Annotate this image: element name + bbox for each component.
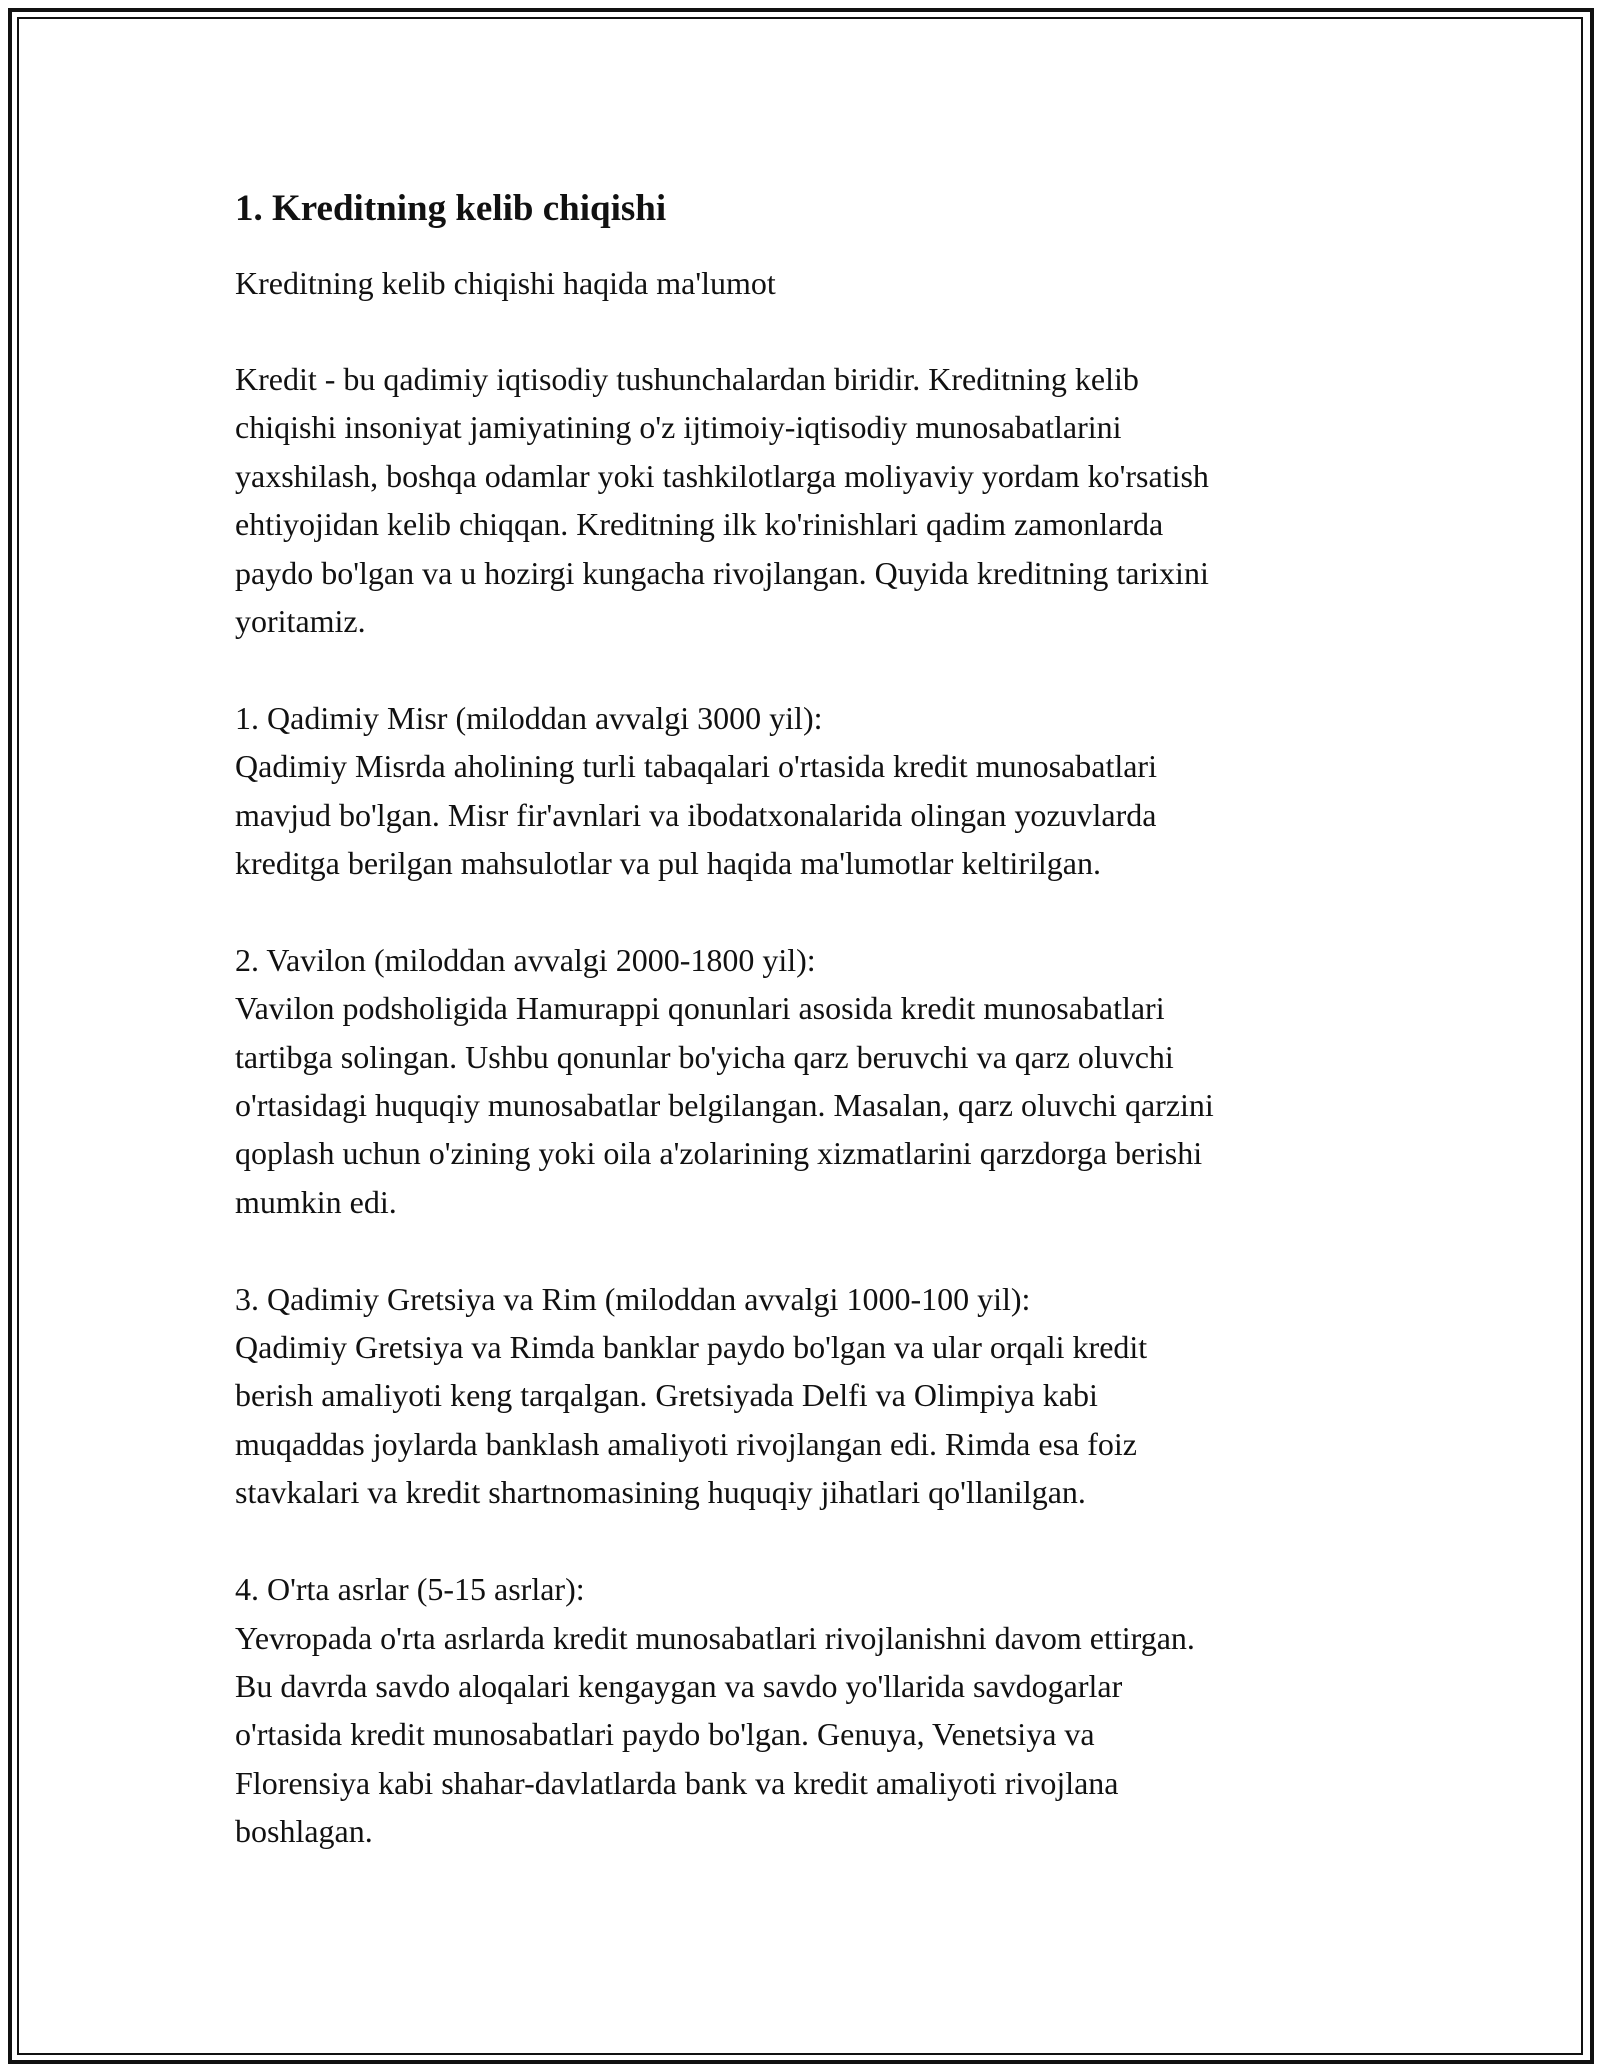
- section-line: boshlagan.: [235, 1813, 373, 1850]
- intro-line: Kredit - bu qadimiy iqtisodiy tushunchalardan biridir. Kreditning kelib: [235, 361, 1139, 397]
- intro-line: paydo bo'lgan va u hozirgi kungacha rivojlangan. Quyida kreditning tarixini: [235, 554, 1209, 591]
- document-subtitle: Kreditning kelib chiqishi haqida ma'lumot: [235, 265, 776, 301]
- section-heading: 1. Qadimiy Misr (miloddan avvalgi 3000 yil):: [235, 699, 823, 736]
- section-line: Qadimiy Gretsiya va Rimda banklar paydo bo'lgan va ular orqali kredit: [235, 1329, 1148, 1366]
- section-heading: 2. Vavilon (miloddan avvalgi 2000-1800 yil):: [235, 941, 816, 978]
- section-line: Bu davrda savdo aloqalari kengaygan va savdo yo'llarida savdogarlar: [235, 1667, 1123, 1704]
- intro-line: ehtiyojidan kelib chiqqan. Kreditning ilk ko'rinishlari qadim zamonlarda: [235, 506, 1164, 543]
- section-line: mavjud bo'lgan. Misr fir'avnlari va ibodatxonalarida olingan yozuvlarda: [235, 796, 1157, 833]
- section-line: Florensiya kabi shahar-davlatlarda bank va kredit amaliyoti rivojlana: [235, 1764, 1119, 1801]
- section-line: o'rtasida kredit munosabatlari paydo bo'lgan. Genuya, Venetsiya va: [235, 1716, 1095, 1753]
- document-body: [235, 185, 1365, 1904]
- section-line: Vavilon podsholigida Hamurappi qonunlari asosida kredit munosabatlari: [235, 990, 1165, 1027]
- section-heading: 4. O'rta asrlar (5-15 asrlar):: [235, 1571, 585, 1608]
- section-line: mumkin edi.: [235, 1183, 397, 1220]
- section-line: stavkalari va kredit shartnomasining huquqiy jihatlari qo'llanilgan.: [235, 1474, 1086, 1511]
- section-line: o'rtasidagi huquqiy munosabatlar belgilangan. Masalan, qarz oluvchi qarzini: [235, 1087, 1214, 1124]
- intro-line: chiqishi insoniyat jamiyatining o'z ijtimoiy-iqtisodiy munosabatlarini: [235, 409, 1122, 446]
- section-line: tartibga solingan. Ushbu qonunlar bo'yicha qarz beruvchi va qarz oluvchi: [235, 1038, 1174, 1075]
- intro-paragraph: [235, 355, 1365, 645]
- intro-line: yoritamiz.: [235, 603, 366, 640]
- document-title: 1. Kreditning kelib chiqishi: [235, 188, 667, 229]
- section-babylon: [235, 936, 1365, 1226]
- section-line: Yevropada o'rta asrlarda kredit munosabatlari rivojlanishni davom ettirgan.: [235, 1619, 1195, 1656]
- section-middle-ages: [235, 1565, 1365, 1855]
- section-line: kreditga berilgan mahsulotlar va pul haqida ma'lumotlar keltirilgan.: [235, 845, 1101, 882]
- intro-line: yaxshilash, boshqa odamlar yoki tashkilotlarga moliyaviy yordam ko'rsatish: [235, 457, 1209, 494]
- section-heading: 3. Qadimiy Gretsiya va Rim (miloddan avvalgi 1000-100 yil):: [235, 1280, 1031, 1317]
- section-greece-rome: [235, 1275, 1365, 1517]
- section-line: muqaddas joylarda banklash amaliyoti rivojlangan edi. Rimda esa foiz: [235, 1425, 1137, 1462]
- section-ancient-egypt: [235, 694, 1365, 888]
- section-line: qoplash uchun o'zining yoki oila a'zolarining xizmatlarini qarzdorga berishi: [235, 1135, 1203, 1172]
- section-line: Qadimiy Misrda aholining turli tabaqalari o'rtasida kredit munosabatlari: [235, 748, 1157, 785]
- section-line: berish amaliyoti keng tarqalgan. Gretsiyada Delfi va Olimpiya kabi: [235, 1377, 1098, 1414]
